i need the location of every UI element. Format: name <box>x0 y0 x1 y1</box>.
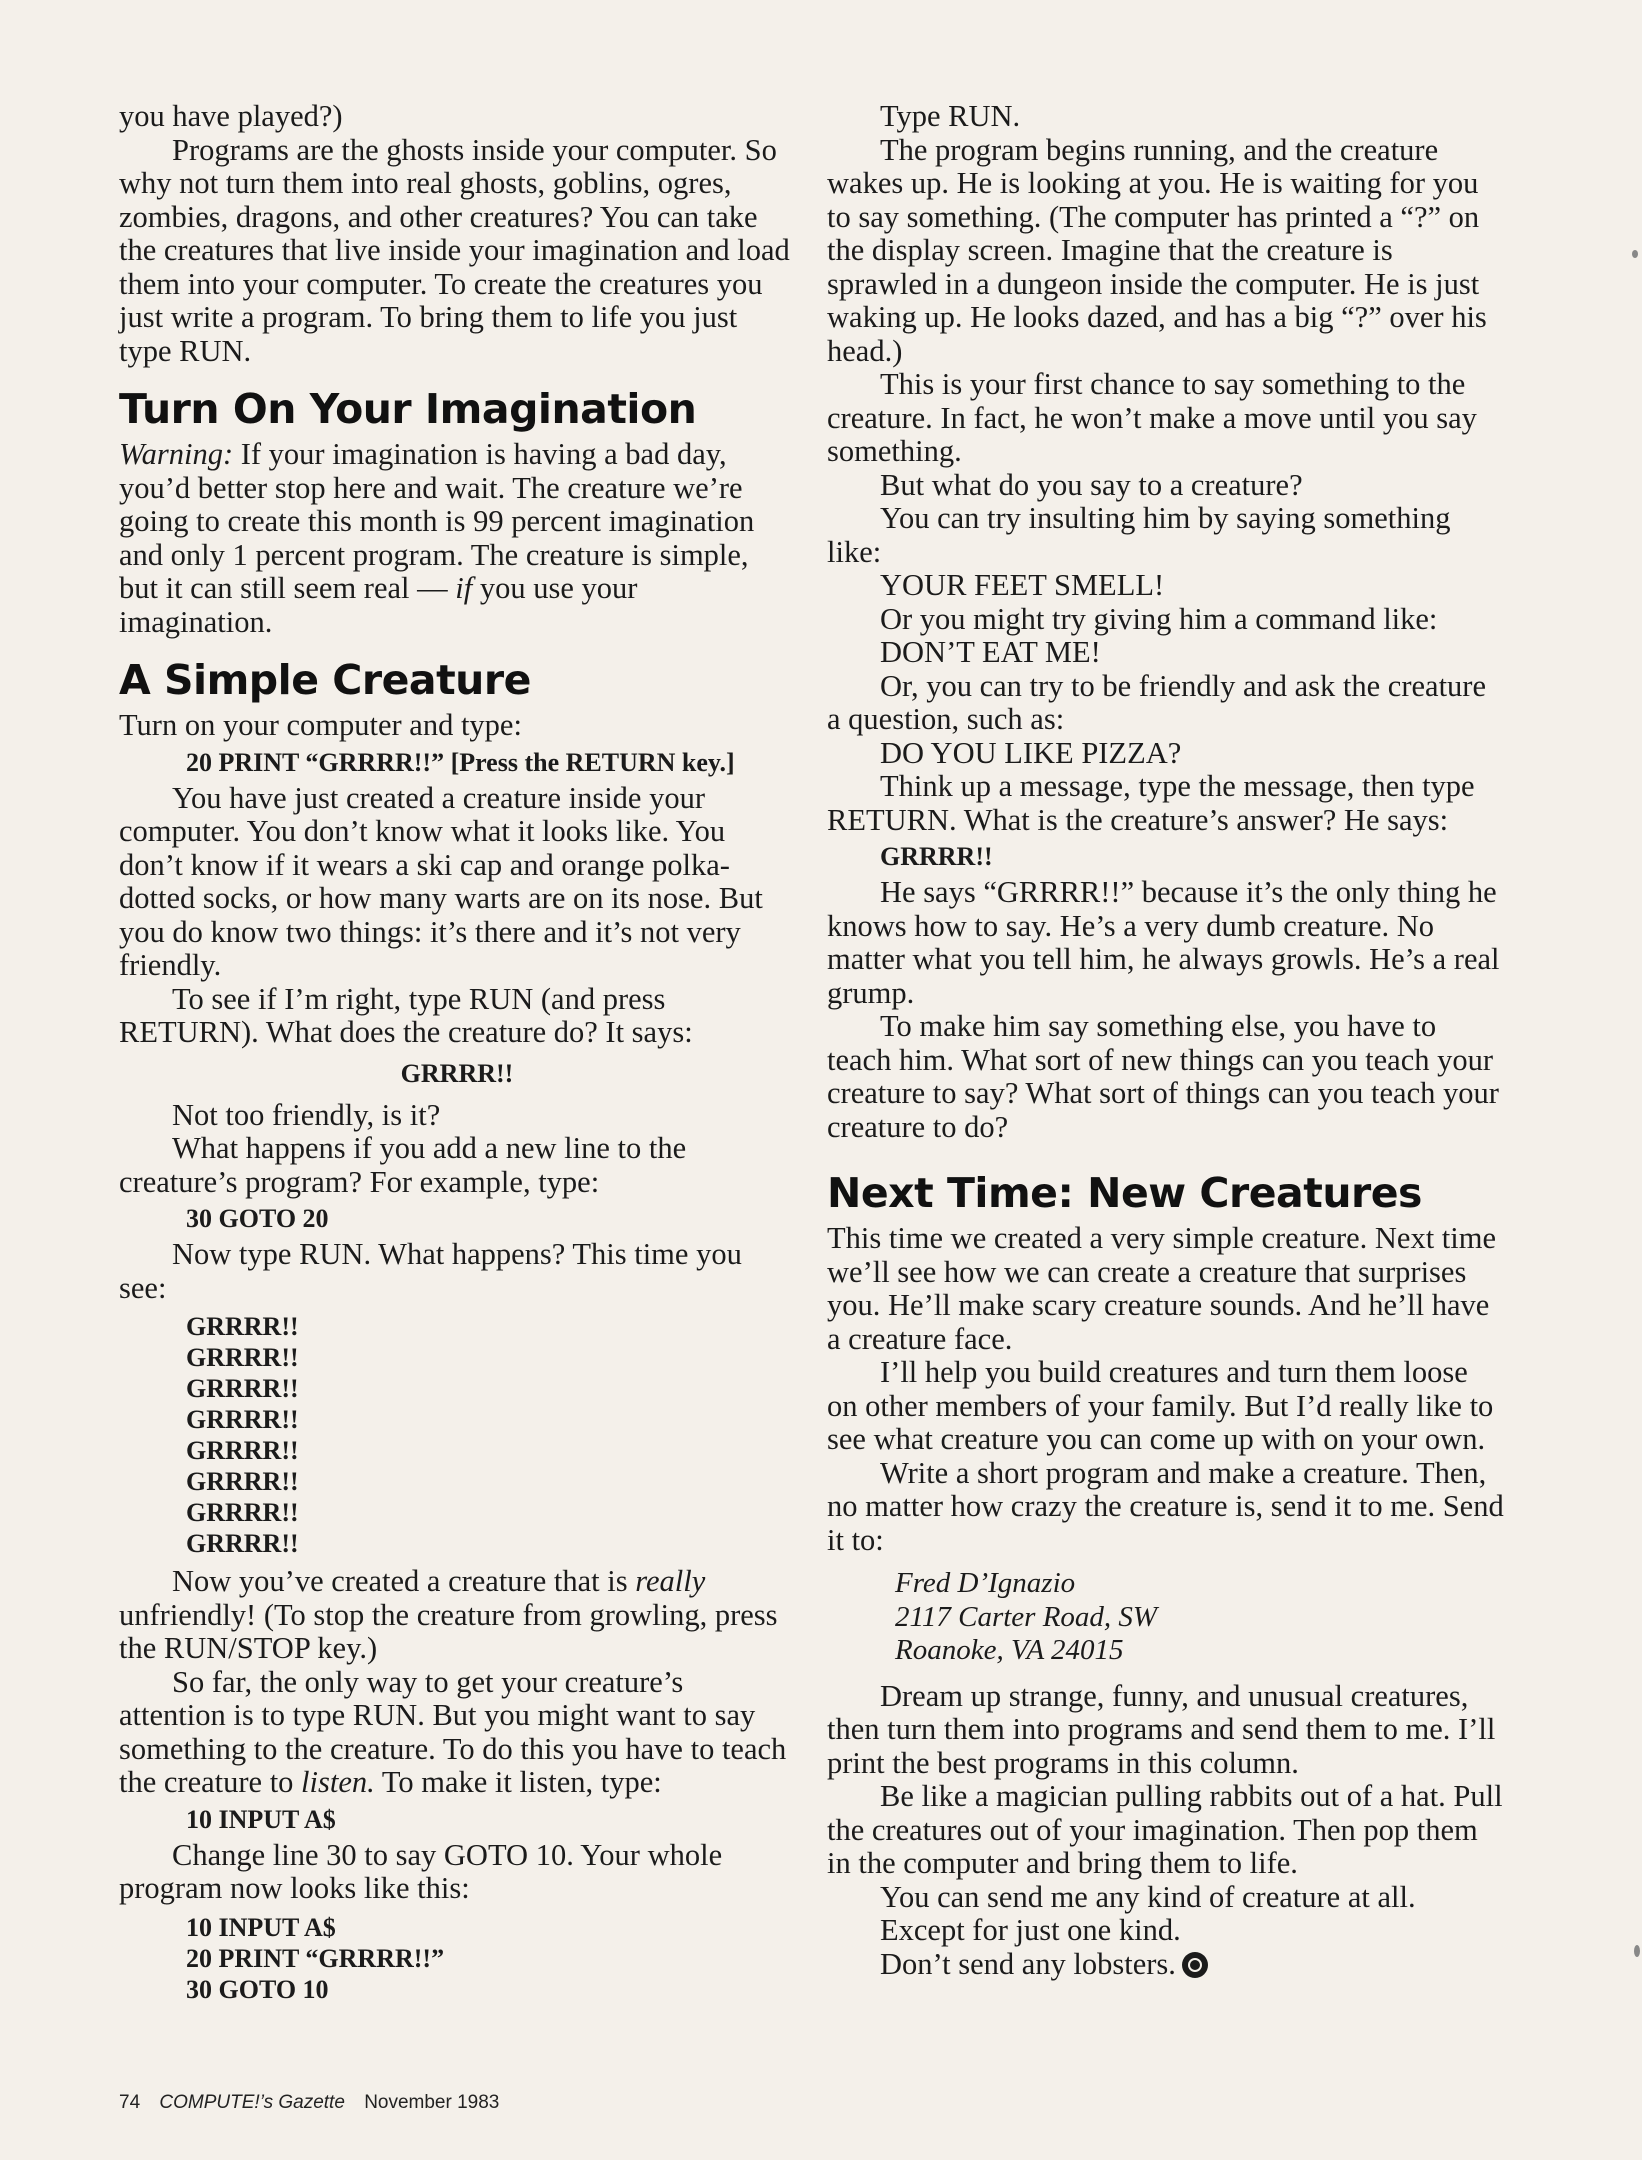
scan-speck <box>1632 250 1638 258</box>
really-word: really <box>635 1564 706 1598</box>
mailing-address <box>827 1567 1505 1668</box>
grrrr-answer: GRRRR!! <box>880 842 993 871</box>
what-happens-paragraph: What happens if you add a new line to the creature’s program? For example, type: <box>119 1131 687 1199</box>
grrrr-line: GRRRR!! <box>186 1312 299 1341</box>
not-friendly-text: Not too friendly, is it? <box>172 1097 441 1132</box>
code-line-goto20: 30 GOTO 20 <box>186 1204 329 1233</box>
page-number: 74 <box>119 2092 141 2113</box>
address-name: Fred D’Ignazio <box>895 1567 1076 1599</box>
dream-paragraph: Dream up strange, funny, and unusual creatures, then turn them into programs and send them to me. I’ll print the best programs in this column. <box>827 1678 1496 1780</box>
says-paragraph: He says “GRRRR!!” because it’s the only thing he knows how to say. He’s a very dumb creature. No matter what you tell him, he always growls. He’s a real grump. <box>827 875 1500 1010</box>
address-street: 2117 Carter Road, SW <box>895 1600 1158 1633</box>
grrrr-line: GRRRR!! <box>186 1374 299 1403</box>
grrrr-line: GRRRR!! <box>186 1498 299 1527</box>
magician-paragraph: Be like a magician pulling rabbits out of a hat. Pull the creatures out of your imagination. Then pop them in the computer and bring them to life. <box>827 1779 1503 1880</box>
write-paragraph: Write a short program and make a creature. Then, no matter how crazy the creature is, send it to me. Send it to: <box>827 1455 1504 1557</box>
friendly-paragraph: Or, you can try to be friendly and ask the creature a question, such as: <box>827 668 1486 736</box>
program-line: 20 PRINT “GRRRR!!” <box>186 1943 445 1973</box>
listen-paragraph <box>119 1666 795 1800</box>
intro-paragraph: Programs are the ghosts inside your computer. So why not turn them into real ghosts, goblins, ogres, zombies, dragons, and other creatures? You can take the creatures that live inside your imagination and load them into your computer. To create the creatures you just write a program. To bring them to life you just type RUN. <box>119 132 790 368</box>
except-text: Except for just one kind. <box>880 1913 1181 1947</box>
intro-fragment: you have played?) <box>119 99 343 133</box>
lobsters-line: Don’t send any lobsters. <box>880 1946 1176 1981</box>
warning-text: If your imagination is having a bad day, you’d better stop here and wait. The creature we’re going to create this month is 99 percent imagination and only 1 percent program. The creature is simple, but it can still seem real — <box>119 437 755 605</box>
end-mark-icon <box>1182 1952 1208 1978</box>
really-paragraph <box>119 1565 795 1666</box>
grrrr-output: GRRRR!! <box>400 1058 514 1088</box>
code-line-input: 10 INPUT A$ <box>186 1804 336 1834</box>
now-type-paragraph: Now type RUN. What happens? This time you see: <box>119 1237 742 1305</box>
to-run-paragraph: To see if I’m right, type RUN (and press RETURN). What does the creature do? It says: <box>119 981 693 1049</box>
command-paragraph: Or you might try giving him a command like: <box>880 601 1438 636</box>
begins-paragraph: The program begins running, and the creature wakes up. He is looking at you. He is waiting for you to say something. (The computer has printed a “?” on the display screen. Imagine that the creature is sprawled in a dungeon inside the computer. He is just waking up. He looks dazed, and has a big “?” over his head.) <box>827 132 1487 368</box>
help-paragraph: I’ll help you build creatures and turn them loose on other members of your family. But I’d really like to see what creature you can come up with on your own. <box>827 1355 1494 1456</box>
program-line: 30 GOTO 10 <box>186 1974 329 2004</box>
first-chance-paragraph: This is your first chance to say something to the creature. In fact, he won’t make a move until you say something. <box>827 367 1477 468</box>
example-feet: YOUR FEET SMELL! <box>880 568 1165 602</box>
change-paragraph: Change line 30 to say GOTO 10. Your whole program now looks like this: <box>119 1837 723 1905</box>
warning-end: you use your imagination. <box>119 571 638 639</box>
any-creature-text: You can send me any kind of creature at all. <box>880 1879 1416 1914</box>
scan-speck <box>1634 1945 1640 1957</box>
code-line-print: 20 PRINT “GRRRR!!” [Press the RETURN key.] <box>186 747 735 777</box>
insult-paragraph: You can try insulting him by saying something like: <box>827 501 1451 569</box>
grrrr-line: GRRRR!! <box>186 1405 299 1434</box>
warning-label: Warning: <box>119 437 234 471</box>
really-post: unfriendly! (To stop the creature from growling, press the RUN/STOP key.) <box>119 1597 778 1665</box>
listen-post: To make it listen, type: <box>374 1765 662 1799</box>
listen-word: listen. <box>301 1765 375 1799</box>
magazine-name: COMPUTE!’s Gazette <box>159 2092 345 2113</box>
grrrr-line: GRRRR!! <box>186 1343 299 1372</box>
lobsters-text <box>827 1948 1505 1982</box>
really-pre: Now you’ve created a creature that is <box>172 1564 636 1598</box>
issue-date: November 1983 <box>364 2092 500 2113</box>
program-line: 10 INPUT A$ <box>186 1912 336 1942</box>
example-dont-eat: DON’T EAT ME! <box>880 635 1101 669</box>
warning-if: if <box>455 571 473 605</box>
grrrr-output-list <box>119 1311 795 1559</box>
this-time-paragraph: This time we created a very simple creature. Next time we’ll see how we can create a creature that surprises you. He’ll make scary creature sounds. And he’ll have a creature face. <box>827 1221 1497 1356</box>
what-say-text: But what do you say to a creature? <box>880 467 1303 502</box>
warning-paragraph <box>119 438 795 639</box>
turn-on-text: Turn on your computer and type: <box>119 708 522 742</box>
teach-paragraph: To make him say something else, you have to teach him. What sort of new things can you teach your creature to say? What sort of things can you teach your creature to do? <box>827 1009 1499 1144</box>
left-column <box>119 100 795 2011</box>
grrrr-line: GRRRR!! <box>186 1436 299 1465</box>
type-run-text: Type RUN. <box>880 99 1021 133</box>
heading-simple-creature: A Simple Creature <box>119 656 531 704</box>
heading-turn-on-imagination: Turn On Your Imagination <box>119 385 697 433</box>
program-listing <box>119 1912 795 2005</box>
grrrr-line: GRRRR!! <box>186 1467 299 1496</box>
heading-next-time: Next Time: New Creatures <box>827 1169 1422 1217</box>
address-city: Roanoke, VA 24015 <box>895 1634 1124 1666</box>
example-pizza: DO YOU LIKE PIZZA? <box>880 735 1182 770</box>
right-column <box>827 100 1505 1981</box>
grrrr-line: GRRRR!! <box>186 1529 299 1558</box>
listen-pre: So far, the only way to get your creature’s attention is to type RUN. But you might want to say something to the creature. To do this you have to teach the creature to <box>119 1664 787 1799</box>
think-paragraph: Think up a message, type the message, then type RETURN. What is the creature’s answer? He says: <box>827 769 1475 837</box>
page-footer <box>119 2092 513 2114</box>
created-paragraph: You have just created a creature inside your computer. You don’t know what it looks like. You don’t know if it wears a ski cap and orange polka-dotted socks, or how many warts are on its nose. But you do know two things: it’s there and it’s not very friendly. <box>119 780 763 982</box>
